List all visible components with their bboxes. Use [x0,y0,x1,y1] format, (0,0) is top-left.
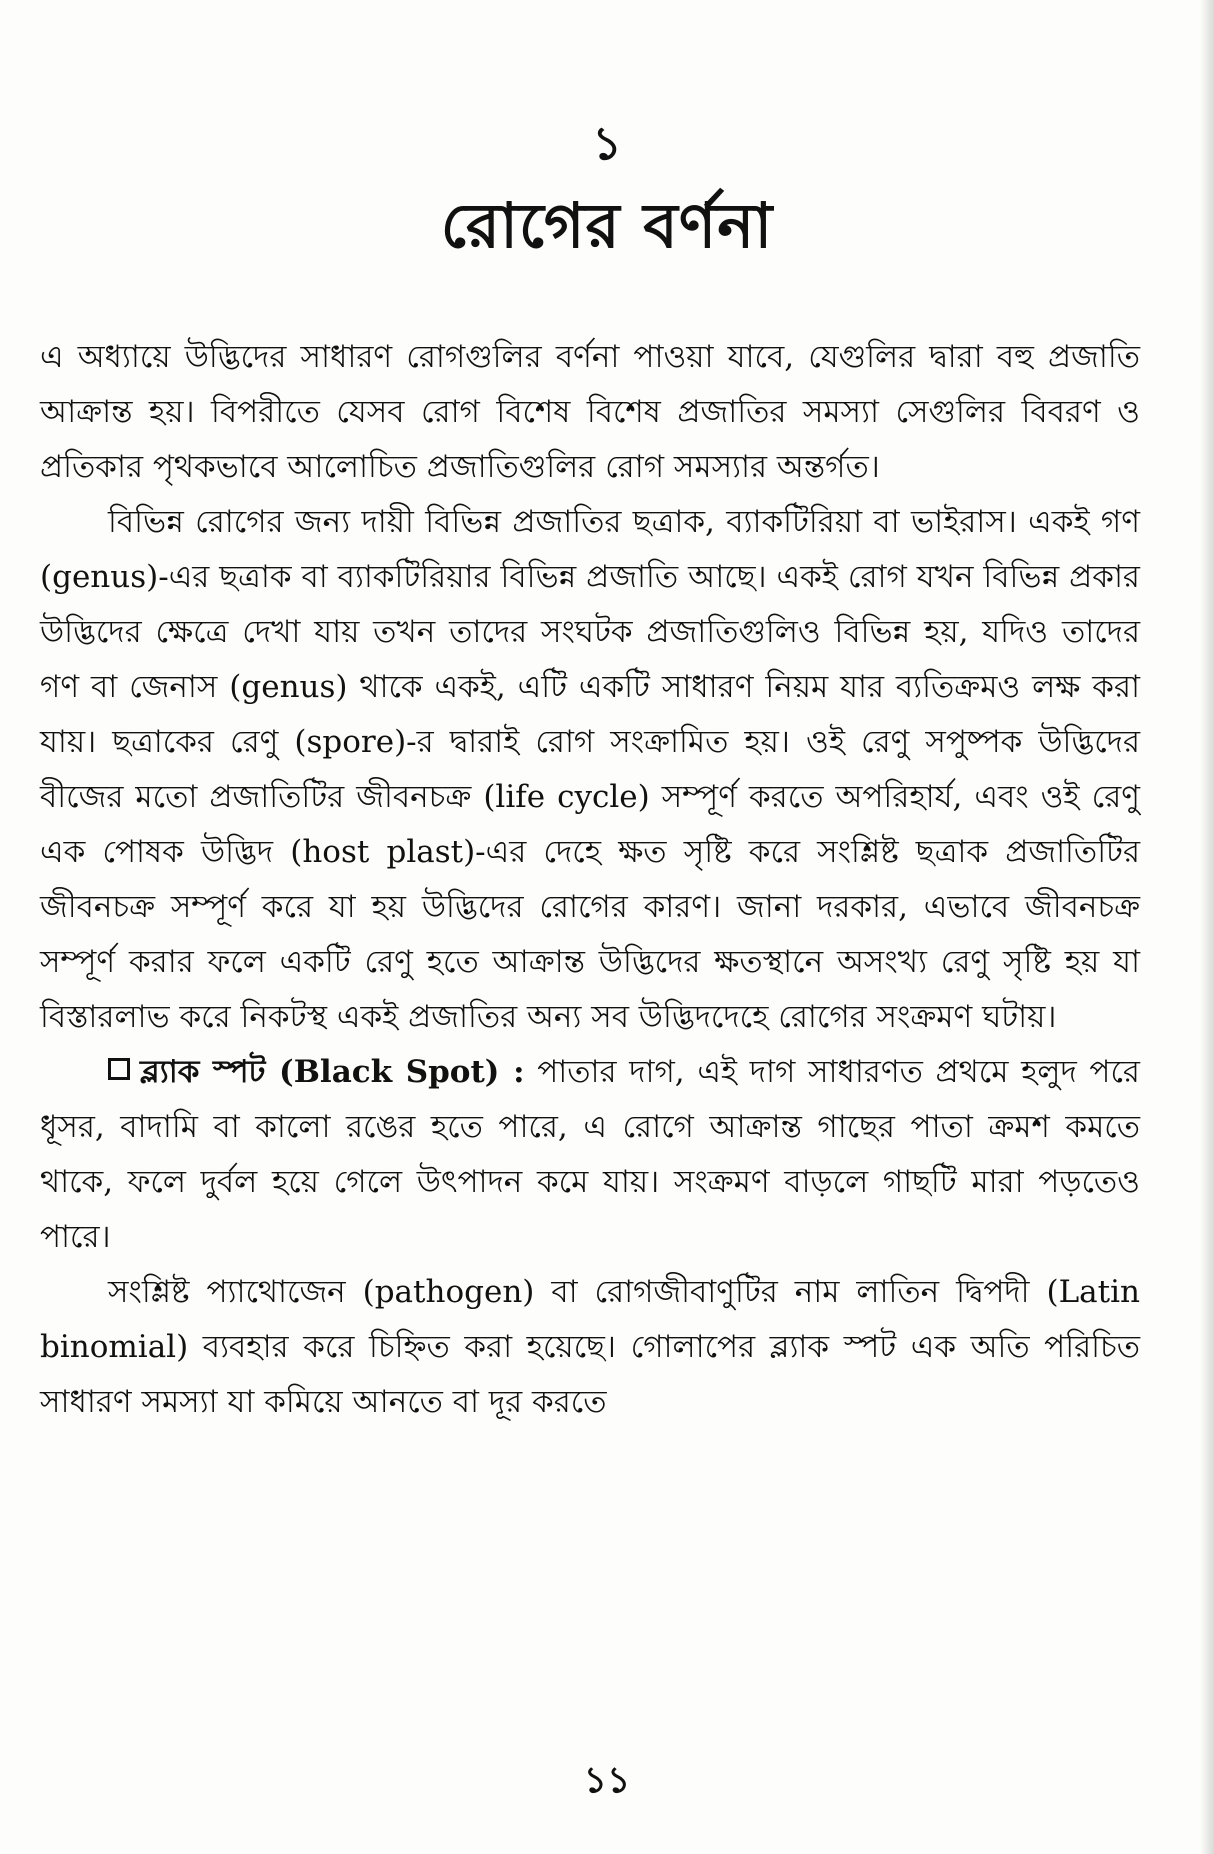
paragraph-pathogens: বিভিন্ন রোগের জন্য দায়ী বিভিন্ন প্রজাতির ছত্রাক, ব্যাকটিরিয়া বা ভাইরাস। একই গণ (genus)-এর ছত্রাক বা ব্যাকটিরিয়ার বিভিন্ন প্রজাতি আছে। একই রোগ যখন বিভিন্ন প্রকার উদ্ভিদের ক্ষেত্রে দেখা যায় তখন তাদের সংঘটক প্রজাতিগুলিও বিভিন্ন হয়, যদিও তাদের গণ বা জেনাস (genus) থাকে একই, এটি একটি সাধারণ নিয়ম যার ব্যতিক্রমও লক্ষ করা যায়। ছত্রাকের রেণু (spore)-র দ্বারাই রোগ সংক্রামিত হয়। ওই রেণু সপুষ্পক উদ্ভিদের বীজের মতো প্রজাতিটির জীবনচক্র (life cycle) সম্পূর্ণ করতে অপরিহার্য, এবং ওই রেণু এক পোষক উদ্ভিদ (host plast)-এর দেহে ক্ষত সৃষ্টি করে সংশ্লিষ্ট ছত্রাক প্রজাতিটির জীবনচক্র সম্পূর্ণ করে যা হয় উদ্ভিদের রোগের কারণ। জানা দরকার, এভাবে জীবনচক্র সম্পূর্ণ করার ফলে একটি রেণু হতে আক্রান্ত উদ্ভিদের ক্ষতস্থানে অসংখ্য রেণু সৃষ্টি হয় যা বিস্তারলাভ করে নিকটস্থ একই প্রজাতির অন্য সব উদ্ভিদদেহে রোগের সংক্রমণ ঘটায়। [40,504,1140,1035]
section-black-spot [40,1045,1140,1265]
checkbox-bullet-icon [108,1058,130,1080]
chapter-title: রোগের বর্ণনা [440,189,774,262]
page-number: ১১ [583,1759,631,1801]
paragraph-intro: এ অধ্যায়ে উদ্ভিদের সাধারণ রোগগুলির বর্ণনা পাওয়া যাবে, যেগুলির দ্বারা বহু প্রজাতি আক্রান্ত হয়। বিপরীতে যেসব রোগ বিশেষ বিশেষ প্রজাতির সমস্যা সেগুলির বিবরণ ও প্রতিকার পৃথকভাবে আলোচিত প্রজাতিগুলির রোগ সমস্যার অন্তর্গত। [40,339,1140,485]
section-text: পাতার দাগ, এই দাগ সাধারণত প্রথমে হলুদ পরে ধূসর, বাদামি বা কালো রঙের হতে পারে, এ রোগে আক্রান্ত গাছের পাতা ক্রমশ কমতে থাকে, ফলে দুর্বল হয়ে গেলে উৎপাদন কমে যায়। সংক্রমণ বাড়লে গাছটি মারা পড়তেও পারে। [40,1054,1140,1255]
page-edge-shadow [1200,0,1214,1854]
paragraph-last: সংশ্লিষ্ট প্যাথোজেন (pathogen) বা রোগজীবাণুটির নাম লাতিন দ্বিপদী (Latin binomial) ব্যবহার করে চিহ্নিত করা হয়েছে। গোলাপের ব্ল্যাক স্পট এক অতি পরিচিত সাধারণ সমস্যা যা কমিয়ে আনতে বা দূর করতে [40,1274,1140,1420]
body-text [40,330,1140,1430]
chapter-number: ১ [592,116,622,170]
section-heading: ব্ল্যাক স্পট (Black Spot) : [140,1054,525,1090]
